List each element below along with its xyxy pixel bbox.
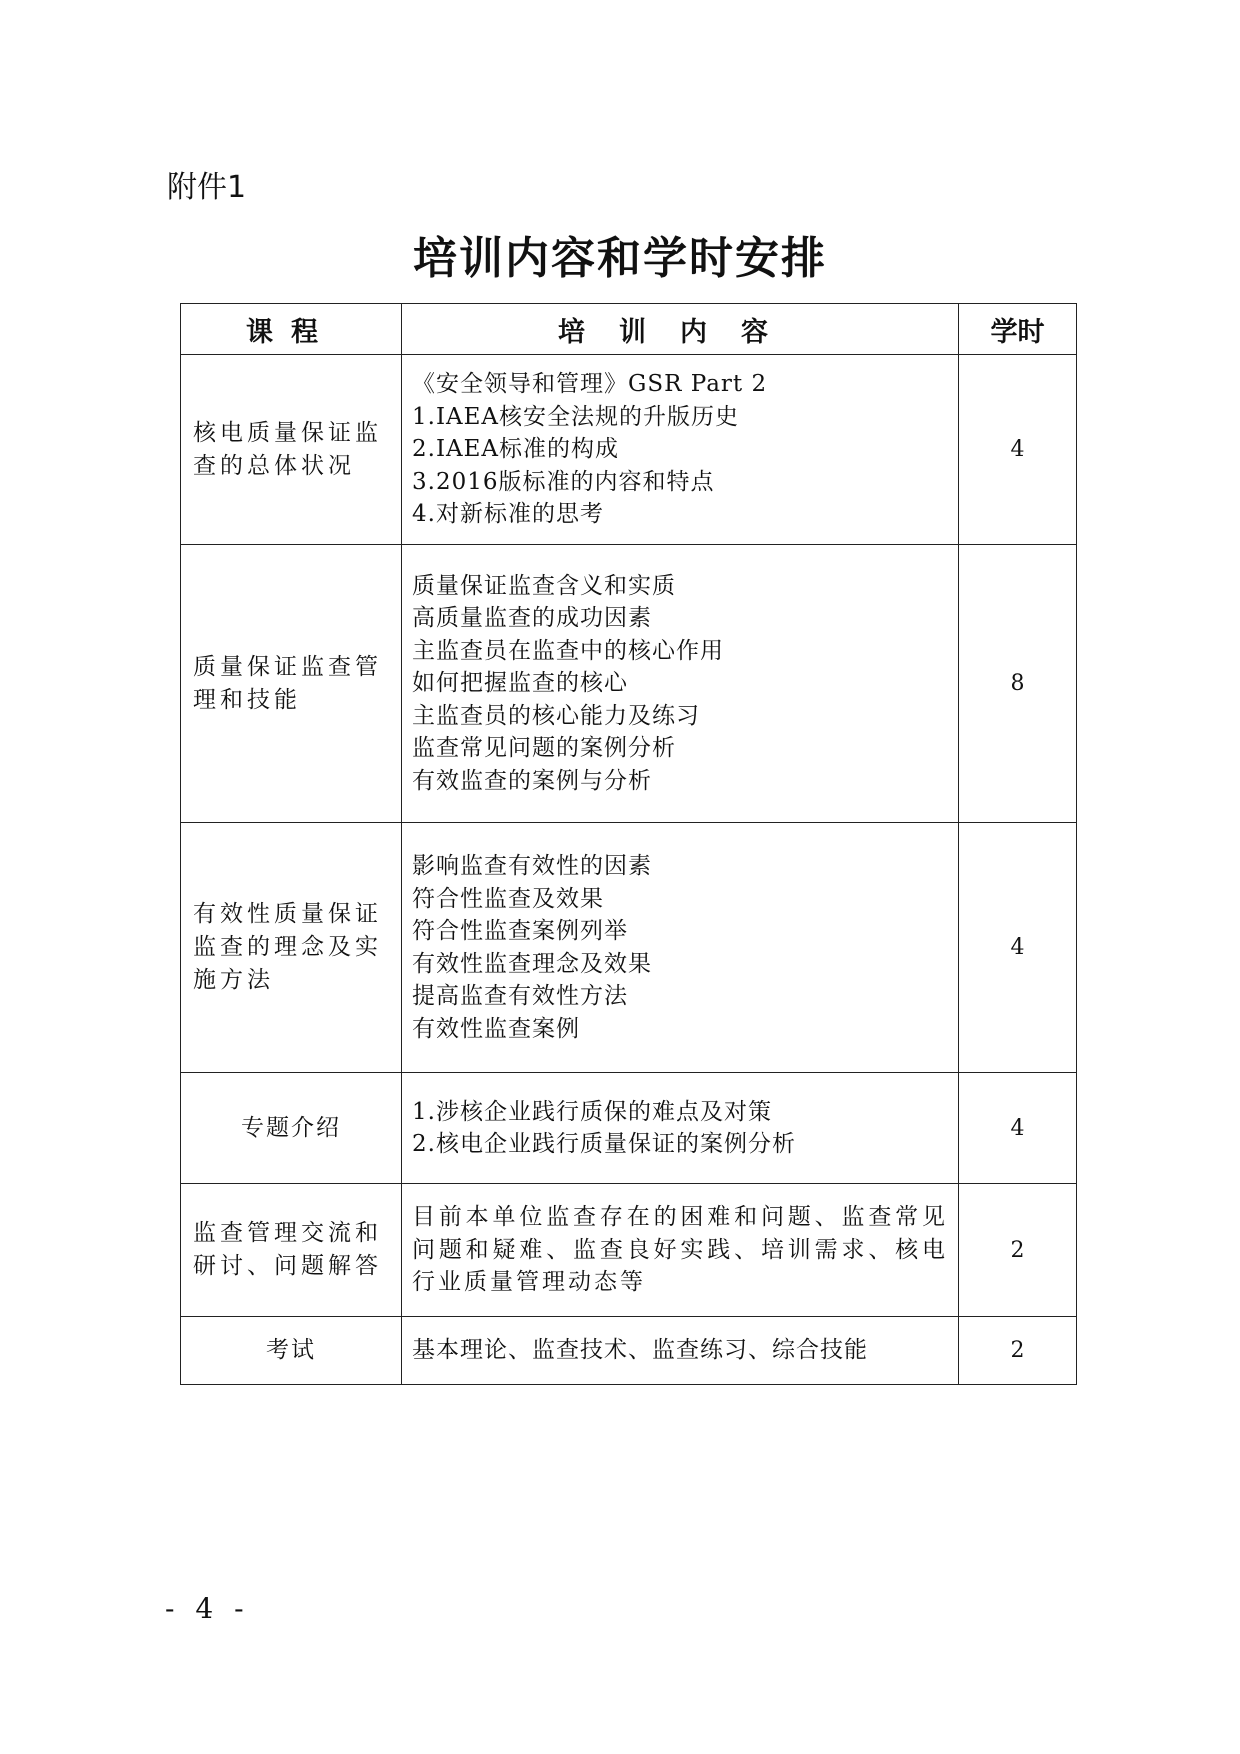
content-cell <box>402 1073 959 1184</box>
hours-cell: 8 <box>959 545 1077 823</box>
header-course: 课程 <box>181 304 402 355</box>
hours-cell: 2 <box>959 1317 1077 1385</box>
course-cell: 考试 <box>181 1317 402 1385</box>
content-line: 主监查员的核心能力及练习 <box>412 702 700 729</box>
content-paragraph: 目前本单位监查存在的困难和问题、监查常见问题和疑难、监查良好实践、培训需求、核电行业质量管理动态等 <box>412 1204 948 1296</box>
hours-cell: 4 <box>959 823 1077 1073</box>
content-cell <box>402 1184 959 1317</box>
course-cell: 质量保证监查管理和技能 <box>181 545 402 823</box>
content-line: 主监查员在监查中的核心作用 <box>412 637 724 664</box>
course-cell: 专题介绍 <box>181 1073 402 1184</box>
content-line: 《安全领导和管理》GSR Part 2 <box>412 371 768 398</box>
table-row <box>181 1073 1077 1184</box>
table-row <box>181 1317 1077 1385</box>
hours-cell: 4 <box>959 1073 1077 1184</box>
table-row <box>181 355 1077 545</box>
content-line: 符合性监查及效果 <box>412 885 604 912</box>
attachment-label: 附件1 <box>167 170 247 205</box>
course-cell: 核电质量保证监查的总体状况 <box>181 355 402 545</box>
content-line: 2.核电企业践行质量保证的案例分析 <box>412 1131 796 1157</box>
content-line: 1.IAEA核安全法规的升版历史 <box>412 403 740 430</box>
content-cell <box>402 823 959 1073</box>
content-line: 有效监查的案例与分析 <box>412 767 652 794</box>
table-header-row <box>181 304 1077 355</box>
content-line: 2.IAEA标准的构成 <box>412 436 620 463</box>
content-line: 影响监查有效性的因素 <box>412 853 652 879</box>
course-cell: 有效性质量保证监查的理念及实施方法 <box>181 823 402 1073</box>
content-cell <box>402 545 959 823</box>
content-cell <box>402 1317 959 1385</box>
content-cell <box>402 355 959 545</box>
hours-cell: 4 <box>959 355 1077 545</box>
content-line: 质量保证监查含义和实质 <box>412 572 676 599</box>
content-line: 如何把握监查的核心 <box>412 670 628 697</box>
page-title: 培训内容和学时安排 <box>413 233 827 284</box>
content-line: 监查常见问题的案例分析 <box>412 735 676 762</box>
content-line: 高质量监查的成功因素 <box>412 605 652 632</box>
content-line: 基本理论、监查技术、监查练习、综合技能 <box>412 1337 868 1364</box>
table-row <box>181 823 1077 1073</box>
hours-cell: 2 <box>959 1184 1077 1317</box>
course-cell: 监查管理交流和研讨、问题解答 <box>181 1184 402 1317</box>
content-line: 有效性监查案例 <box>412 1015 580 1042</box>
header-content: 培训内容 <box>402 304 959 355</box>
content-line: 3.2016版标准的内容和特点 <box>412 468 715 495</box>
header-hours: 学时 <box>959 304 1077 355</box>
page-number: - 4 - <box>165 1592 250 1625</box>
training-schedule-table <box>180 303 1077 1385</box>
content-line: 有效性监查理念及效果 <box>412 950 652 977</box>
content-line: 1.涉核企业践行质保的难点及对策 <box>412 1098 772 1125</box>
content-line: 符合性监查案例列举 <box>412 918 628 944</box>
content-line: 提高监查有效性方法 <box>412 983 628 1009</box>
table-row <box>181 545 1077 823</box>
table-row <box>181 1184 1077 1317</box>
content-line: 4.对新标准的思考 <box>412 501 604 528</box>
